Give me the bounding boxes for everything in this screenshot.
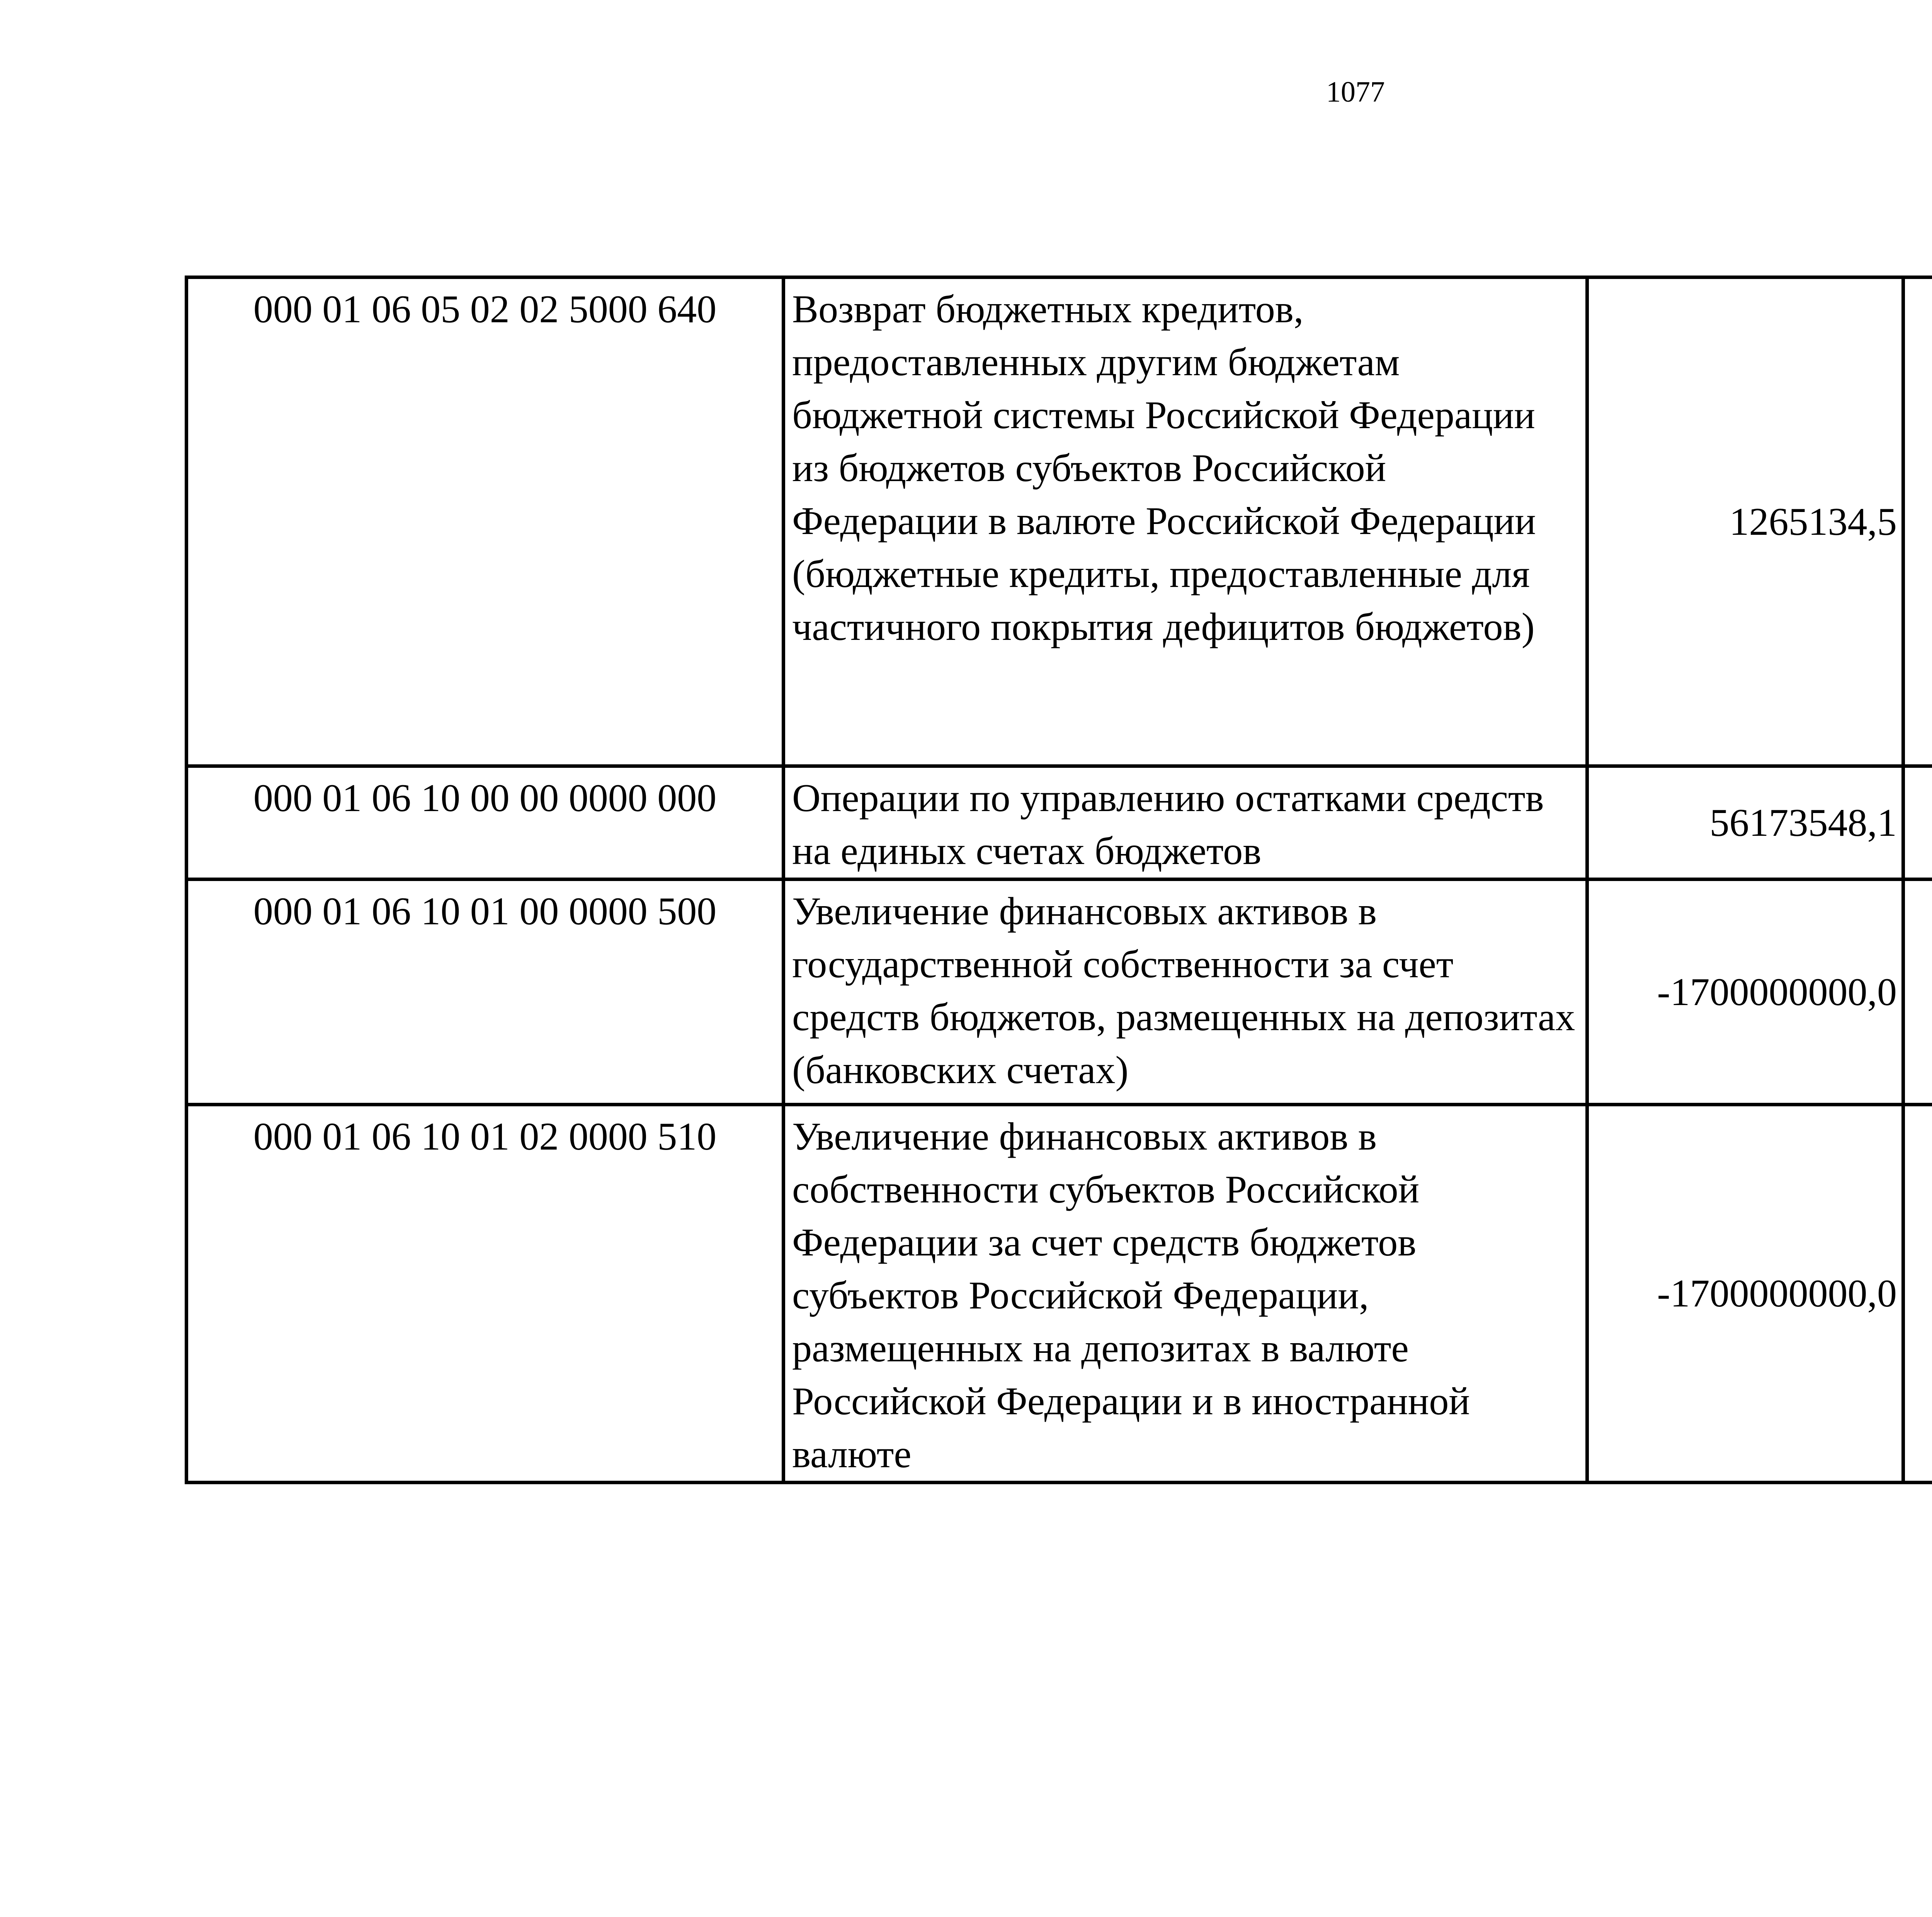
table-row <box>187 879 1932 1105</box>
table-row <box>187 766 1932 879</box>
row-value-year-2 <box>1903 766 1932 879</box>
row-value-year-2 <box>1903 879 1932 1105</box>
row-value-year-2 <box>1903 277 1932 766</box>
table-row <box>187 1105 1932 1483</box>
row-value-year-2 <box>1903 1105 1932 1483</box>
budget-table <box>185 276 1932 1484</box>
row-value-year-1: 1265134,5 <box>1587 277 1903 766</box>
table-row <box>187 277 1932 766</box>
row-name: Возврат бюджетных кредитов, предоставленных другим бюджетам бюджетной системы Российской Федерации из бюджетов субъектов Российской Федерации в валюте Российской Федерации (бюджетные кредиты, предоставленные для частичного покрытия дефицитов бюджетов) <box>784 277 1587 766</box>
row-value-year-1: -1700000000,0 <box>1587 1105 1903 1483</box>
row-name: Увеличение финансовых активов в собственности субъектов Российской Федерации за счет средств бюджетов субъектов Российской Федерации, размещенных на депозитах в валюте Российской Федерации и в иностранной валюте <box>784 1105 1587 1483</box>
row-code: 000 01 06 05 02 02 5000 640 <box>187 277 784 766</box>
row-value-year-1: 56173548,1 <box>1587 766 1903 879</box>
row-code: 000 01 06 10 01 02 0000 510 <box>187 1105 784 1483</box>
row-name: Операции по управлению остатками средств на единых счетах бюджетов <box>784 766 1587 879</box>
row-name: Увеличение финансовых активов в государственной собственности за счет средств бюджетов, размещенных на депозитах (банковских счетах) <box>784 879 1587 1105</box>
page-number: 1077 <box>1326 76 1385 108</box>
row-code: 000 01 06 10 01 00 0000 500 <box>187 879 784 1105</box>
row-code: 000 01 06 10 00 00 0000 000 <box>187 766 784 879</box>
row-value-year-1: -1700000000,0 <box>1587 879 1903 1105</box>
